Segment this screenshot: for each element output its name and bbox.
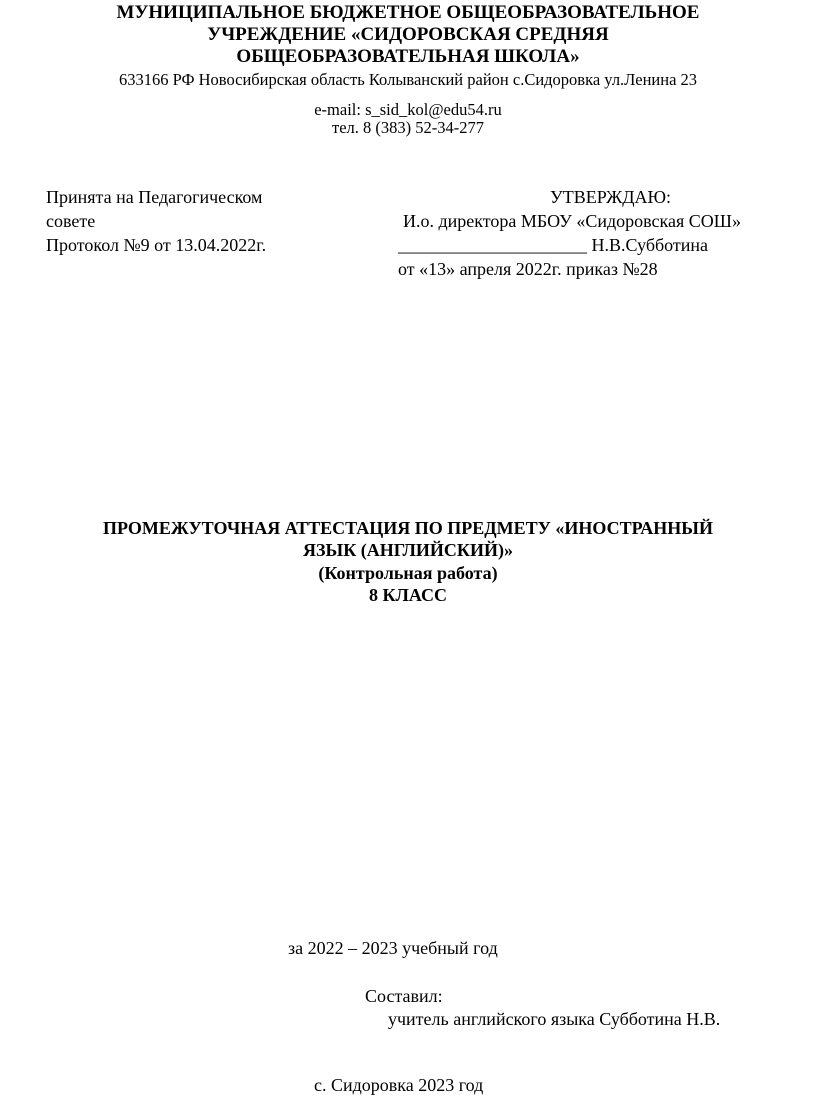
school-address: 633166 РФ Новосибирская область Колыванский район с.Сидоровка ул.Ленина 23 bbox=[118, 70, 698, 89]
accepted-line-1: Принята на Педагогическом bbox=[46, 187, 263, 207]
footer-place-year: с. Сидоровка 2023 год bbox=[314, 1075, 484, 1095]
school-email: e-mail: s_sid_kol@edu54.ru bbox=[314, 100, 502, 119]
academic-year: за 2022 – 2023 учебный год bbox=[288, 938, 498, 958]
school-name-line-2: УЧРЕЖДЕНИЕ «СИДОРОВСКАЯ СРЕДНЯЯ bbox=[207, 24, 609, 45]
title-line-3: (Контрольная работа) bbox=[318, 563, 498, 583]
title-line-2: ЯЗЫК (АНГЛИЙСКИЙ)» bbox=[303, 540, 513, 560]
accepted-line-2: совете bbox=[46, 211, 96, 231]
approval-director: И.о. директора МБОУ «Сидоровская СОШ» bbox=[403, 211, 741, 231]
title-line-1: ПРОМЕЖУТОЧНАЯ АТТЕСТАЦИЯ ПО ПРЕДМЕТУ «ИНОСТРАННЫЙ bbox=[103, 518, 713, 538]
title-line-4: 8 КЛАСС bbox=[368, 585, 448, 605]
compiled-author: учитель английского языка Субботина Н.В. bbox=[388, 1009, 721, 1029]
compiled-label: Составил: bbox=[365, 986, 443, 1006]
school-phone: тел. 8 (383) 52-34-277 bbox=[332, 118, 484, 137]
approval-heading: УТВЕРЖДАЮ: bbox=[550, 187, 672, 207]
school-name-line-1: МУНИЦИПАЛЬНОЕ БЮДЖЕТНОЕ ОБЩЕОБРАЗОВАТЕЛЬНОЕ bbox=[116, 2, 700, 23]
approval-order: от «13» апреля 2022г. приказ №28 bbox=[398, 259, 658, 279]
accepted-line-3: Протокол №9 от 13.04.2022г. bbox=[46, 235, 267, 255]
school-name-line-3: ОБЩЕОБРАЗОВАТЕЛЬНАЯ ШКОЛА» bbox=[236, 46, 580, 67]
approval-signature-line: _____________________ Н.В.Субботина bbox=[398, 235, 709, 255]
